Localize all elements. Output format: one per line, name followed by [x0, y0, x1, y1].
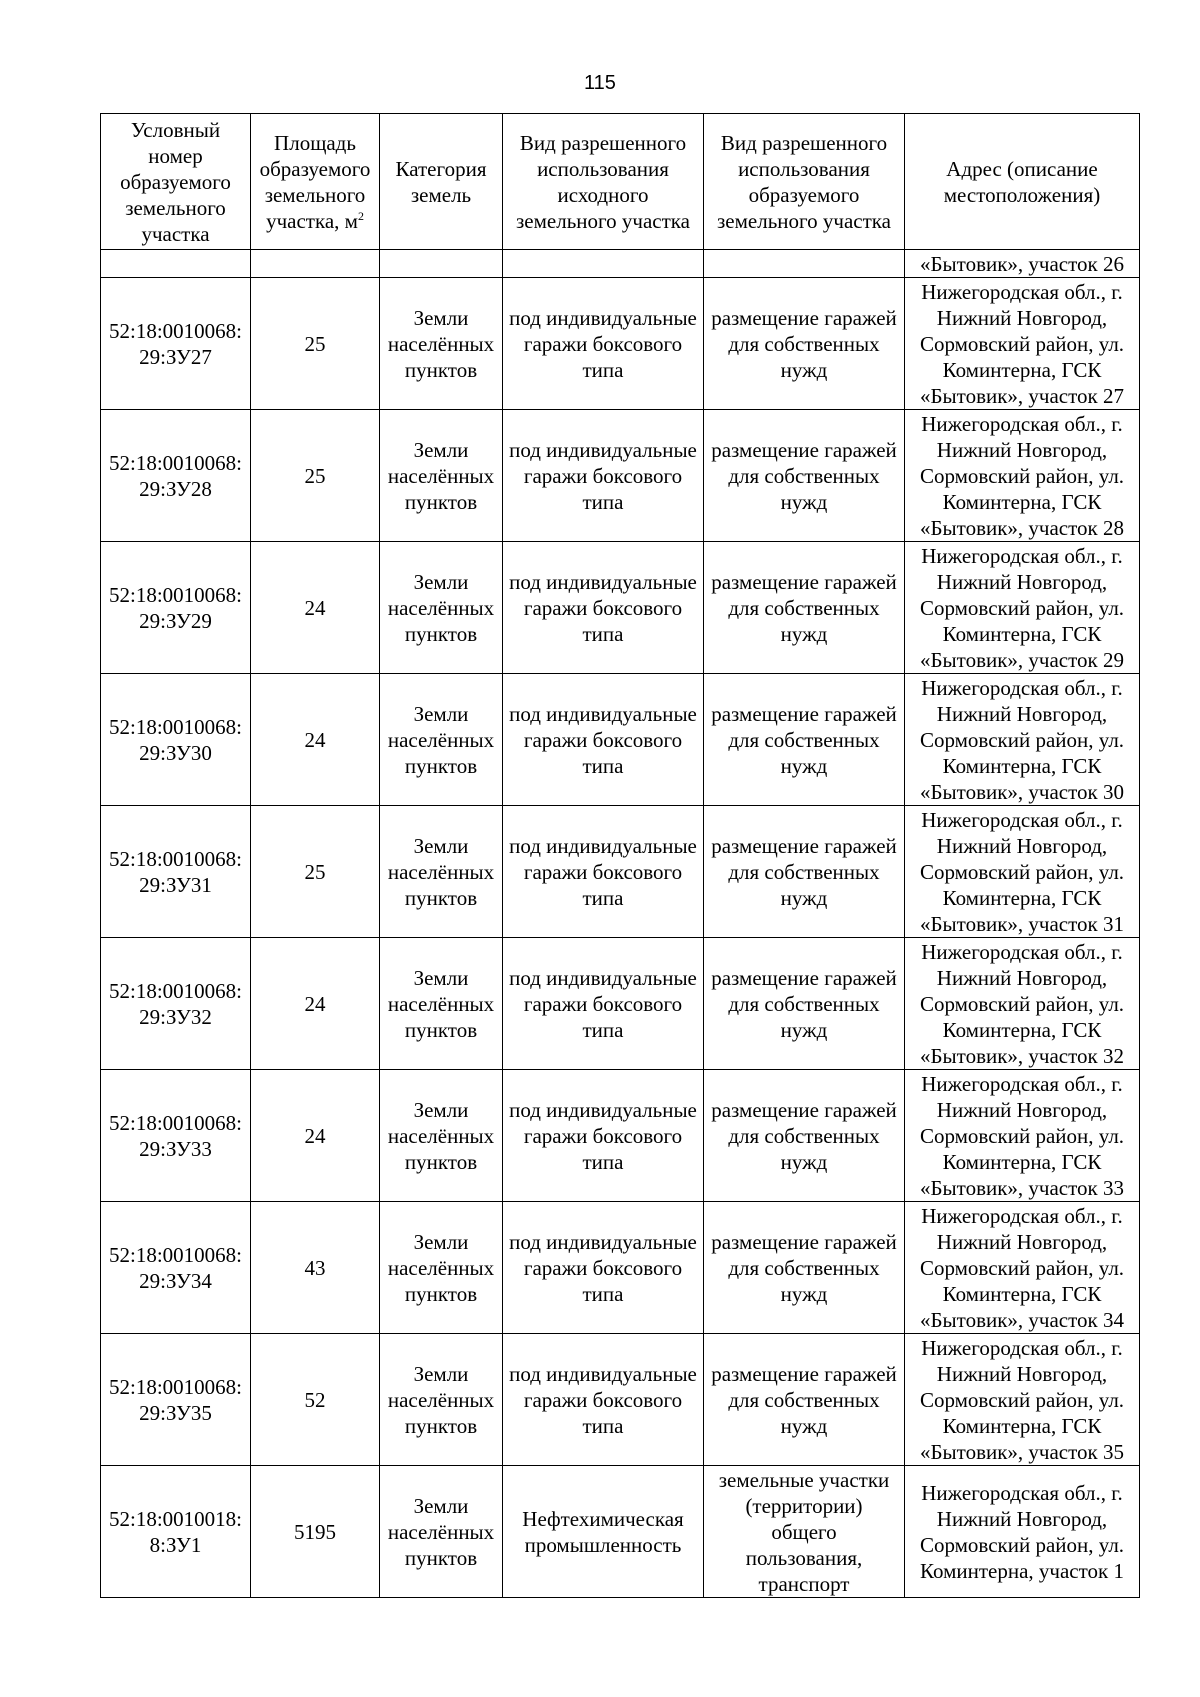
- area-unit-superscript: 2: [357, 208, 364, 223]
- plot-number-cell: 52:18:0010068: 29:ЗУ35: [101, 1334, 251, 1466]
- area-cell: 5195: [251, 1466, 380, 1598]
- new-use-cell: земельные участки (территории) общего пользования, транспорт: [704, 1466, 905, 1598]
- land-category-cell: Земли населённых пунктов: [380, 1334, 503, 1466]
- header-area: Площадь образуемого земельного участка, $м^2$: [251, 114, 380, 250]
- new-use-cell: размещение гаражей для собственных нужд: [704, 938, 905, 1070]
- land-category-cell: Земли населённых пунктов: [380, 674, 503, 806]
- table-row: [101, 1466, 1140, 1598]
- table-row: [101, 938, 1140, 1070]
- table-row: [101, 806, 1140, 938]
- land-category-cell: Земли населённых пунктов: [380, 278, 503, 410]
- header-address: Адрес (описание местоположения): [905, 114, 1140, 250]
- empty-cell: [704, 250, 905, 278]
- table-header-row: [101, 114, 1140, 250]
- source-use-cell: под индивидуальные гаражи боксового типа: [503, 1334, 704, 1466]
- new-use-cell: размещение гаражей для собственных нужд: [704, 542, 905, 674]
- source-use-cell: под индивидуальные гаражи боксового типа: [503, 410, 704, 542]
- empty-cell: [503, 250, 704, 278]
- new-use-cell: размещение гаражей для собственных нужд: [704, 410, 905, 542]
- source-use-cell: под индивидуальные гаражи боксового типа: [503, 1070, 704, 1202]
- header-land-category: Категория земель: [380, 114, 503, 250]
- plot-number-cell: 52:18:0010018: 8:ЗУ1: [101, 1466, 251, 1598]
- plot-number-cell: 52:18:0010068: 29:ЗУ32: [101, 938, 251, 1070]
- area-cell: 24: [251, 674, 380, 806]
- header-source-use: Вид разрешенного использования исходного земельного участка: [503, 114, 704, 250]
- header-plot-number: Условный номер образуемого земельного участка: [101, 114, 251, 250]
- land-plots-table: [100, 113, 1140, 1598]
- plot-number-cell: 52:18:0010068: 29:ЗУ31: [101, 806, 251, 938]
- plot-number-cell: 52:18:0010068: 29:ЗУ27: [101, 278, 251, 410]
- new-use-cell: размещение гаражей для собственных нужд: [704, 1070, 905, 1202]
- plot-number-cell: 52:18:0010068: 29:ЗУ34: [101, 1202, 251, 1334]
- address-cell: Нижегородская обл., г. Нижний Новгород, Сормовский район, ул. Коминтерна, ГСК «Бытовик», участок 30: [905, 674, 1140, 806]
- address-cell: Нижегородская обл., г. Нижний Новгород, Сормовский район, ул. Коминтерна, ГСК «Бытовик», участок 29: [905, 542, 1140, 674]
- area-cell: 25: [251, 410, 380, 542]
- area-cell: 24: [251, 1070, 380, 1202]
- land-category-cell: Земли населённых пунктов: [380, 806, 503, 938]
- address-cell: Нижегородская обл., г. Нижний Новгород, Сормовский район, ул. Коминтерна, ГСК «Бытовик», участок 35: [905, 1334, 1140, 1466]
- land-category-cell: Земли населённых пунктов: [380, 1202, 503, 1334]
- area-cell: 43: [251, 1202, 380, 1334]
- source-use-cell: под индивидуальные гаражи боксового типа: [503, 278, 704, 410]
- table-row: [101, 1202, 1140, 1334]
- empty-cell: [380, 250, 503, 278]
- area-cell: 25: [251, 278, 380, 410]
- source-use-cell: под индивидуальные гаражи боксового типа: [503, 938, 704, 1070]
- table-row: [101, 410, 1140, 542]
- empty-cell: [251, 250, 380, 278]
- table-row: [101, 1070, 1140, 1202]
- address-cell: Нижегородская обл., г. Нижний Новгород, Сормовский район, ул. Коминтерна, ГСК «Бытовик», участок 34: [905, 1202, 1140, 1334]
- land-category-cell: Земли населённых пунктов: [380, 410, 503, 542]
- address-cell: Нижегородская обл., г. Нижний Новгород, Сормовский район, ул. Коминтерна, ГСК «Бытовик», участок 31: [905, 806, 1140, 938]
- land-category-cell: Земли населённых пунктов: [380, 938, 503, 1070]
- address-cell: Нижегородская обл., г. Нижний Новгород, Сормовский район, ул. Коминтерна, ГСК «Бытовик», участок 33: [905, 1070, 1140, 1202]
- table-row: [101, 1334, 1140, 1466]
- address-cell: «Бытовик», участок 26: [905, 250, 1140, 278]
- plot-number-cell: 52:18:0010068: 29:ЗУ30: [101, 674, 251, 806]
- empty-cell: [101, 250, 251, 278]
- table-row: [101, 278, 1140, 410]
- table-row: [101, 542, 1140, 674]
- address-cell: Нижегородская обл., г. Нижний Новгород, Сормовский район, ул. Коминтерна, ГСК «Бытовик», участок 28: [905, 410, 1140, 542]
- new-use-cell: размещение гаражей для собственных нужд: [704, 278, 905, 410]
- source-use-cell: под индивидуальные гаражи боксового типа: [503, 542, 704, 674]
- new-use-cell: размещение гаражей для собственных нужд: [704, 806, 905, 938]
- source-use-cell: под индивидуальные гаражи боксового типа: [503, 1202, 704, 1334]
- address-cell: Нижегородская обл., г. Нижний Новгород, Сормовский район, ул. Коминтерна, участок 1: [905, 1466, 1140, 1598]
- address-cell: Нижегородская обл., г. Нижний Новгород, Сормовский район, ул. Коминтерна, ГСК «Бытовик», участок 27: [905, 278, 1140, 410]
- source-use-cell: под индивидуальные гаражи боксового типа: [503, 674, 704, 806]
- land-category-cell: Земли населённых пунктов: [380, 1070, 503, 1202]
- new-use-cell: размещение гаражей для собственных нужд: [704, 1202, 905, 1334]
- area-cell: 24: [251, 938, 380, 1070]
- address-cell: Нижегородская обл., г. Нижний Новгород, Сормовский район, ул. Коминтерна, ГСК «Бытовик», участок 32: [905, 938, 1140, 1070]
- page-number: 115: [584, 72, 616, 94]
- land-category-cell: Земли населённых пунктов: [380, 1466, 503, 1598]
- area-cell: 24: [251, 542, 380, 674]
- plot-number-cell: 52:18:0010068: 29:ЗУ29: [101, 542, 251, 674]
- header-new-use: Вид разрешенного использования образуемого земельного участка: [704, 114, 905, 250]
- source-use-cell: под индивидуальные гаражи боксового типа: [503, 806, 704, 938]
- area-cell: 52: [251, 1334, 380, 1466]
- new-use-cell: размещение гаражей для собственных нужд: [704, 674, 905, 806]
- plot-number-cell: 52:18:0010068: 29:ЗУ28: [101, 410, 251, 542]
- table-row: [101, 674, 1140, 806]
- new-use-cell: размещение гаражей для собственных нужд: [704, 1334, 905, 1466]
- land-category-cell: Земли населённых пунктов: [380, 542, 503, 674]
- source-use-cell: Нефтехимическая промышленность: [503, 1466, 704, 1598]
- continuation-row: [101, 250, 1140, 278]
- area-cell: 25: [251, 806, 380, 938]
- plot-number-cell: 52:18:0010068: 29:ЗУ33: [101, 1070, 251, 1202]
